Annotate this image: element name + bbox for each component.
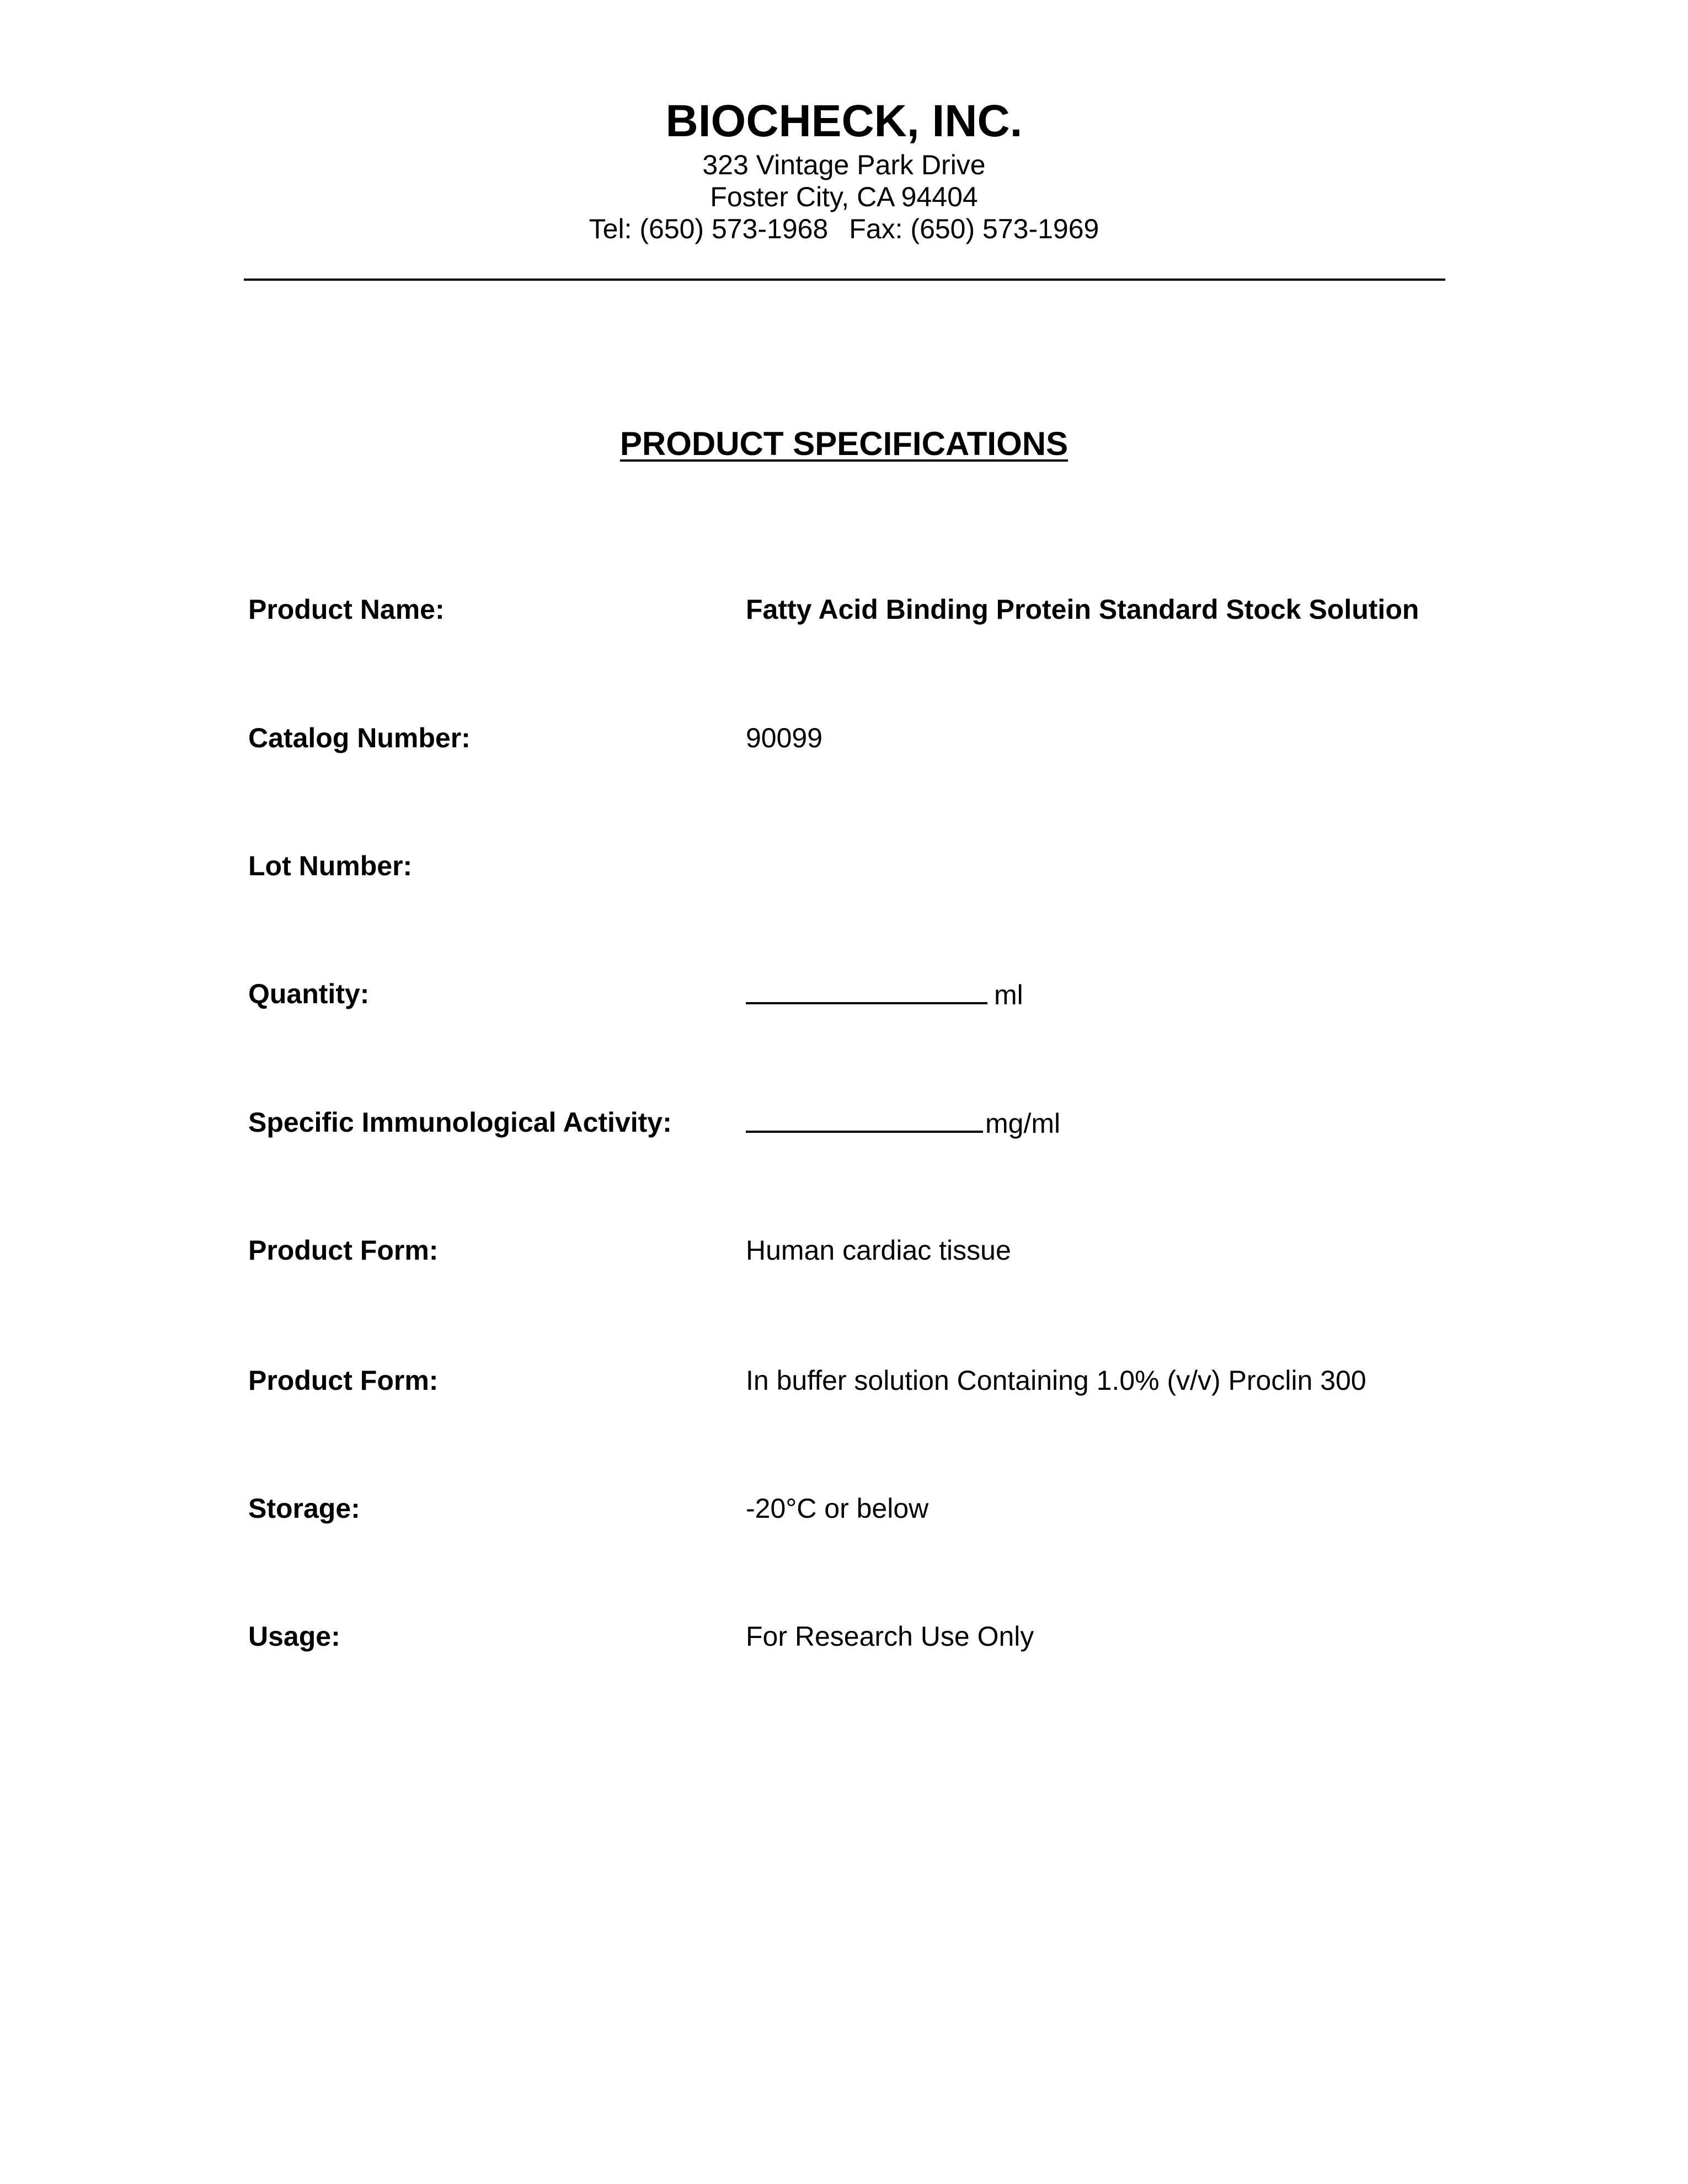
product-name-label: Product Name:: [248, 594, 445, 625]
product-form-label: Product Form:: [248, 1365, 439, 1396]
spec-row-catalog-number: [248, 719, 1462, 757]
company-name: BIOCHECK, INC.: [665, 96, 1023, 146]
quantity-unit: ml: [994, 979, 1023, 1010]
spec-row-product-form-2: [248, 1361, 1462, 1400]
fax-number: Fax: (650) 573-1969: [849, 213, 1099, 244]
spec-row-quantity: [248, 975, 1462, 1013]
header-divider: [244, 279, 1445, 281]
catalog-number-value: 90099: [746, 722, 823, 753]
product-form-label: Product Form:: [248, 1235, 439, 1266]
spec-row-immunological-activity: [248, 1103, 1462, 1142]
document-title: PRODUCT SPECIFICATIONS: [619, 425, 1069, 462]
address-line-1: 323 Vintage Park Drive: [702, 149, 986, 180]
product-form-value: Human cardiac tissue: [746, 1235, 1011, 1266]
activity-unit: mg/ml: [985, 1108, 1061, 1139]
storage-label: Storage:: [248, 1493, 360, 1524]
quantity-label: Quantity:: [248, 978, 370, 1009]
storage-value: -20°C or below: [746, 1493, 929, 1524]
activity-value: [746, 1103, 1060, 1143]
spec-row-lot-number: [248, 847, 1462, 885]
letterhead: [0, 94, 1688, 245]
spec-row-product-name: [248, 590, 1462, 629]
usage-value: For Research Use Only: [746, 1621, 1034, 1652]
spec-row-storage: [248, 1489, 1462, 1528]
activity-label: Specific Immunological Activity:: [248, 1107, 672, 1138]
quantity-value: [746, 975, 1023, 1014]
address-line-2: Foster City, CA 94404: [710, 181, 978, 212]
usage-label: Usage:: [248, 1621, 340, 1652]
telephone-number: Tel: (650) 573-1968: [589, 213, 829, 244]
spec-row-product-form-1: [248, 1231, 1462, 1270]
activity-blank-line: [746, 1103, 983, 1133]
spec-row-usage: [248, 1617, 1462, 1656]
quantity-blank-line: [746, 975, 987, 1004]
lot-number-label: Lot Number:: [248, 850, 413, 881]
product-name-value: Fatty Acid Binding Protein Standard Stock Solution: [746, 594, 1419, 625]
contact-line: [0, 213, 1688, 245]
product-form-value: In buffer solution Containing 1.0% (v/v) Proclin 300: [746, 1365, 1366, 1396]
catalog-number-label: Catalog Number:: [248, 722, 471, 753]
